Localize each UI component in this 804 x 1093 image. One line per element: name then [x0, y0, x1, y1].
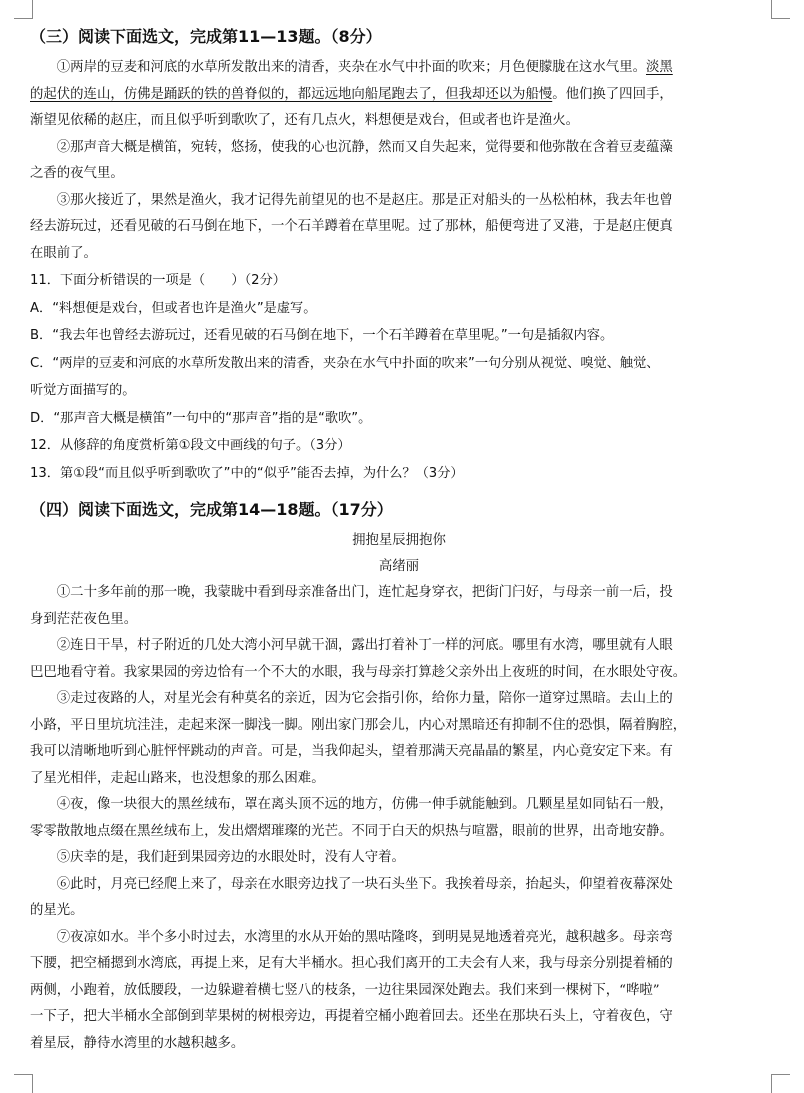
section-4-paragraph-3-line-2: 小路，平日里坑坑洼洼，走起来深一脚浅一脚。刚出家门那会儿，内心对黑暗还有抑制不住的恐惧，隔着胸腔， [30, 717, 687, 733]
question-11-option-d: D．“那声音大概是横笛”一句中的“那声音”指的是“歌吹”。 [30, 410, 372, 426]
section-3-paragraph-2-line-1: ②那声音大概是横笛，宛转，悠扬，使我的心也沉静，然而又自失起来，觉得要和他弥散在含着豆麦蕴藻 [56, 139, 673, 155]
section-4-paragraph-2-line-1: ②连日干旱，村子附近的几处大湾小河早就干涸，露出打着补丁一样的河底。哪里有水湾，哪里就有人眼 [56, 638, 673, 653]
crop-mark-top-right [771, 0, 790, 19]
question-11-option-a: A．“料想便是戏台，但或者也许是渔火”是虚写。 [30, 300, 317, 316]
section-4-paragraph-3-line-1: ③走过夜路的人，对星光会有种莫名的亲近，因为它会指引你，给你力量，陪你一道穿过黑暗。去山上的 [56, 691, 673, 706]
section-4-paragraph-3-line-3: 我可以清晰地听到心脏怦怦跳动的声音。可是，当我仰起头，望着那满天亮晶晶的繁星，内心竟安定下来。有 [30, 744, 673, 759]
exam-page [30, 20, 768, 1057]
section-4-paragraph-7-line-5: 着星辰，静待水湾里的水越积越多。 [30, 1035, 245, 1051]
section-3-paragraph-3-line-2: 经去游玩过，还看见破的石马倒在地下，一个石羊蹲着在草里呢。过了那林，船便弯进了叉港，于是赵庄便真 [30, 219, 673, 234]
section-4-paragraph-5-line-1: ⑤庆幸的是，我们赶到果园旁边的水眼处时，没有人守着。 [56, 850, 405, 865]
section-4-paragraph-6-line-1: ⑥此时，月亮已经爬上来了，母亲在水眼旁边找了一块石头坐下。我挨着母亲，抬起头，仰望着夜幕深处 [56, 876, 673, 892]
question-11-option-c-line-1: C．“两岸的豆麦和河底的水草所发散出来的清香，夹杂在水气中扑面的吹来”一句分别从视觉、嗅觉、触觉、 [30, 355, 660, 371]
section-4-paragraph-1-line-2: 身到茫茫夜色里。 [30, 611, 138, 627]
question-11-option-b: B．“我去年也曾经去游玩过，还看见破的石马倒在地下，一个石羊蹲着在草里呢。”一句是插叙内容。 [30, 328, 614, 343]
crop-mark-top-left [14, 0, 33, 19]
text: ①两岸的豆麦和河底的水草所发散出来的清香，夹杂在水气中扑面的吹来；月色便朦胧在这水气里。 [56, 60, 646, 75]
section-4-paragraph-1-line-1: ①二十多年前的那一晚，我蒙眬中看到母亲准备出门，连忙起身穿衣，把街门闩好，与母亲一前一后，投 [56, 585, 673, 600]
underlined-sentence: 淡黑 [645, 60, 673, 75]
crop-mark-bottom-left [14, 1074, 33, 1093]
section-4-paragraph-7-line-2: 下腰，把空桶摁到水湾底，再提上来，足有大半桶水。担心我们离开的工夫会有人来，我与母亲分别提着桶的 [30, 956, 673, 971]
section-3-paragraph-1-line-1 [30, 55, 768, 82]
section-4-paragraph-3-line-4: 了星光相伴，走起山路来，也没想象的那么困难。 [30, 770, 325, 786]
question-12: 12．从修辞的角度赏析第①段文中画线的句子。（3分） [30, 438, 351, 453]
crop-mark-bottom-right [771, 1074, 790, 1093]
text: 。他们换了四回手， [552, 86, 673, 102]
section-3-paragraph-2-line-2: 之香的夜气里。 [30, 166, 124, 181]
underlined-sentence: 的起伏的连山，仿佛是踊跃的铁的兽脊似的，都远远地向船尾跑去了，但我却还以为船慢 [30, 86, 553, 102]
section-4-paragraph-7-line-1: ⑦夜凉如水。半个多小时过去，水湾里的水从开始的黑咕隆咚，到明晃晃地透着亮光，越积越多。母亲弯 [56, 929, 673, 945]
section-4-paragraph-7-line-4: 一下子，把大半桶水全部倒到苹果树的树根旁边，再提着空桶小跑着回去。还坐在那块石头上，守着夜色，守 [30, 1009, 673, 1024]
question-11-option-c-line-2: 听觉方面描写的。 [30, 383, 136, 398]
section-4-heading: （四）阅读下面选文，完成第14—18题。（17分） [30, 500, 393, 519]
section-3-paragraph-1-line-2 [30, 82, 768, 109]
article-title: 拥抱星辰拥抱你 [352, 533, 446, 548]
section-3-heading: （三）阅读下面选文，完成第11—13题。（8分） [30, 27, 382, 46]
section-4-paragraph-2-line-2: 巴巴地看守着。我家果园的旁边恰有一个不大的水眼，我与母亲打算趁父亲外出上夜班的时间，在水眼处守夜。 [30, 664, 687, 680]
section-3-paragraph-3-line-1: ③那火接近了，果然是渔火，我才记得先前望见的也不是赵庄。那是正对船头的一丛松柏林，我去年也曾 [56, 192, 673, 208]
article-author: 高绪丽 [378, 559, 420, 574]
section-4-paragraph-4-line-1: ④夜，像一块很大的黑丝绒布，罩在离头顶不远的地方，仿佛一伸手就能触到。几颗星星如同钻石一般， [56, 797, 673, 812]
section-3-paragraph-1-line-3: 渐望见依稀的赵庄，而且似乎听到歌吹了，还有几点火，料想便是戏台，但或者也许是渔火。 [30, 113, 580, 128]
question-11: 11．下面分析错误的一项是（ ）（2分） [30, 273, 286, 288]
section-4-paragraph-7-line-3: 两侧，小跑着，放低腰段，一边躲避着横七竖八的枝条，一边往果园深处跑去。我们来到一棵树下，“哗啦” [30, 982, 660, 998]
section-4-paragraph-4-line-2: 零零散散地点缀在黑丝绒布上，发出熠熠璀璨的光芒。不同于白天的炽热与喧嚣，眼前的世界，出奇地安静。 [30, 823, 673, 839]
section-3-paragraph-3-line-3: 在眼前了。 [30, 245, 97, 261]
question-13: 13．第①段“而且似乎听到歌吹了”中的“似乎”能否去掉，为什么？（3分） [30, 465, 464, 481]
section-4-paragraph-6-line-2: 的星光。 [30, 903, 84, 918]
